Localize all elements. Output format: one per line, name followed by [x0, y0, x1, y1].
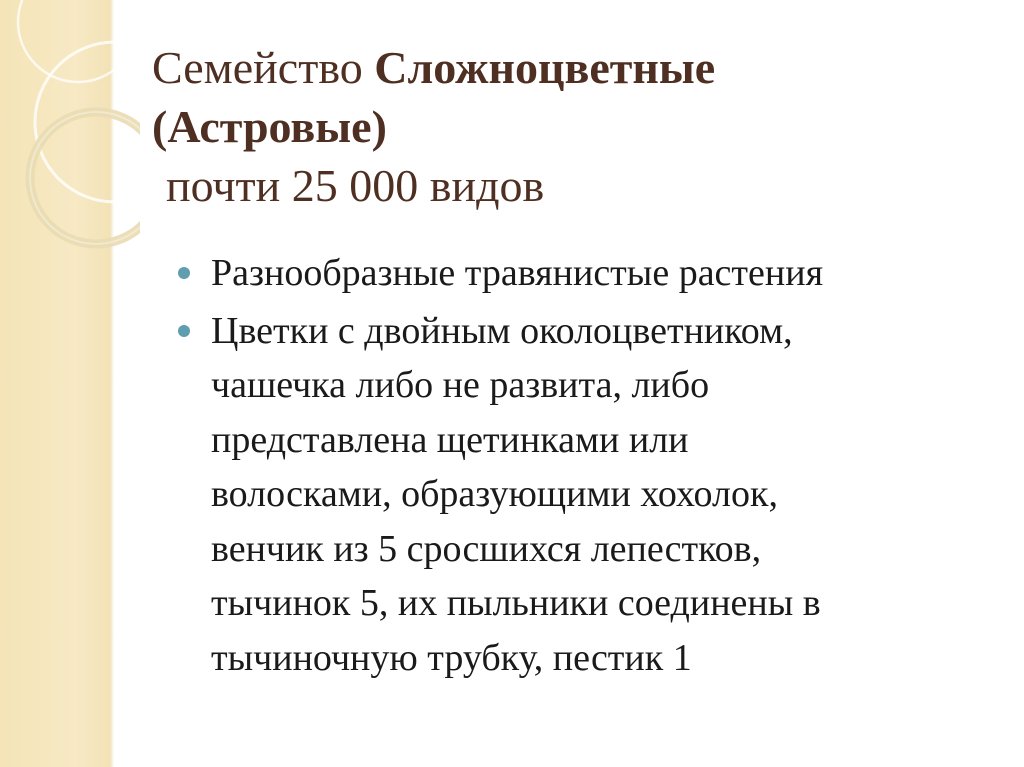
title-line-1 — [152, 38, 992, 97]
title-family-name: Сложноцветные — [374, 42, 716, 93]
title-alt-name: (Астровые) — [152, 101, 387, 152]
title-species-count: почти 25 000 видов — [166, 160, 545, 211]
bullet-text-line: тычиночную трубку, пестик 1 — [211, 636, 692, 679]
bullet-item — [178, 304, 988, 686]
bullet-icon — [178, 267, 190, 279]
bullet-text: Разнообразные травянистые растения — [211, 252, 824, 294]
circles-ornament-icon — [0, 0, 140, 260]
bullet-text-line: тычинок 5, их пыльники соединены в — [211, 582, 821, 624]
title-prefix: Семейство — [152, 42, 375, 93]
bullet-text-line: волосками, образующими хохолок, — [211, 473, 778, 515]
slide-title — [152, 38, 992, 215]
bullet-item — [178, 246, 988, 301]
bullet-text-line: чашечка либо не развита, либо — [211, 364, 710, 406]
bullet-text-line: Цветки с двойным околоцветником, — [211, 309, 793, 352]
bullet-text-line: венчик из 5 сросшихся лепестков, — [211, 527, 762, 570]
bullet-text-line: представлена щетинками или — [211, 418, 689, 461]
bullet-icon — [178, 325, 190, 337]
bullet-list — [178, 246, 988, 688]
